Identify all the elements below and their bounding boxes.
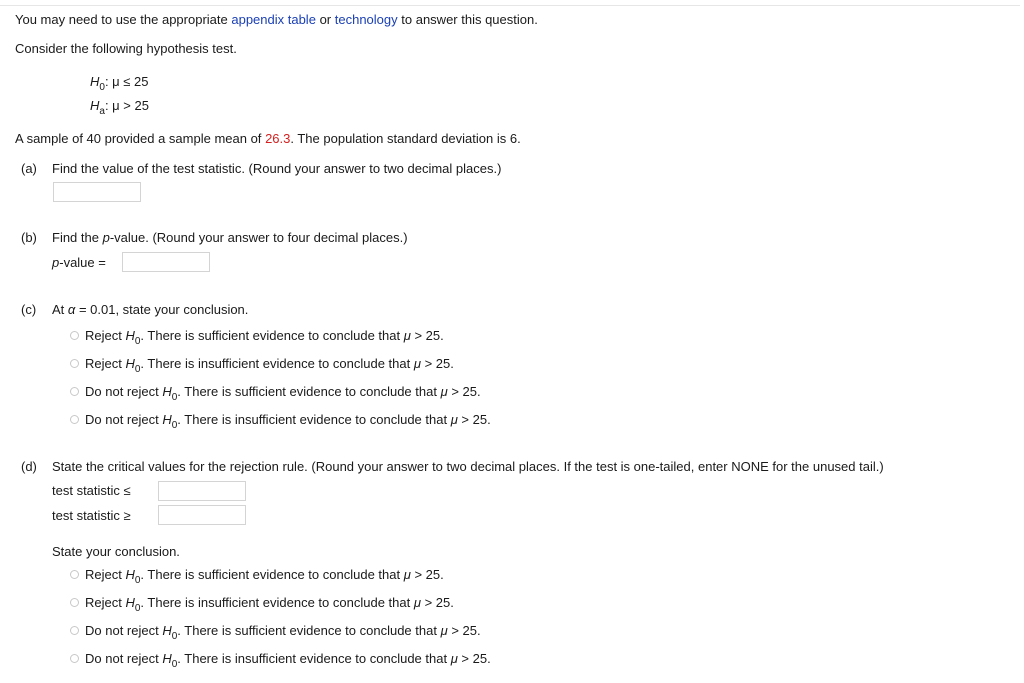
choice-h: H	[162, 623, 172, 638]
le-label: test statistic ≤	[52, 483, 131, 498]
part-c-post: = 0.01, state your conclusion.	[75, 302, 249, 317]
c-choice-not-reject-sufficient[interactable]	[70, 383, 481, 401]
radio-button[interactable]	[70, 387, 79, 396]
radio-button[interactable]	[70, 359, 79, 368]
d-choice-reject-sufficient[interactable]	[70, 566, 444, 584]
appendix-table-link[interactable]: appendix table	[231, 12, 316, 27]
part-b-post: -value. (Round your answer to four decimal places.)	[109, 230, 408, 245]
choice-sub: 0	[134, 603, 141, 614]
choice-text: Do not reject	[85, 623, 163, 638]
h0-sub: 0	[99, 82, 105, 93]
top-divider	[0, 5, 1020, 6]
p-value-input[interactable]	[122, 252, 210, 272]
part-b-question	[52, 230, 408, 246]
state-conclusion-text: State your conclusion.	[52, 544, 180, 559]
choice-text: . There is sufficient evidence to conclude that	[140, 328, 404, 343]
choice-text: Reject	[85, 595, 126, 610]
choice-sub: 0	[134, 575, 141, 586]
choice-text: . There is sufficient evidence to conclude that	[177, 384, 441, 399]
technology-link[interactable]: technology	[334, 12, 398, 27]
choice-text: Reject	[85, 567, 126, 582]
intro-prefix: You may need to use the appropriate	[15, 12, 228, 27]
d-choice-not-reject-sufficient[interactable]	[70, 622, 481, 640]
radio-button[interactable]	[70, 331, 79, 340]
intro-or: or	[319, 12, 332, 27]
part-d-question: State the critical values for the rejection rule. (Round your answer to two decimal places. If the test is one-tailed, enter NONE for the unused tail.)	[52, 459, 884, 474]
choice-text: Reject	[85, 356, 126, 371]
h0-rest: : μ ≤ 25	[104, 74, 149, 89]
part-b-p: p	[102, 230, 110, 245]
part-c-pre: At	[52, 302, 68, 317]
part-a-label: (a)	[21, 161, 37, 176]
null-hypothesis	[90, 74, 149, 93]
choice-text: Do not reject	[85, 651, 163, 666]
consider-text: Consider the following hypothesis test.	[15, 41, 237, 56]
choice-text: . There is insufficient evidence to conclude that	[177, 412, 451, 427]
ge-label: test statistic ≥	[52, 508, 131, 523]
choice-mu: μ	[440, 384, 448, 399]
c-choice-reject-insufficient[interactable]	[70, 355, 454, 373]
choice-sub: 0	[134, 336, 141, 347]
c-choice-not-reject-insufficient[interactable]	[70, 411, 491, 429]
p-value-label-text: -value =	[59, 255, 106, 270]
radio-button[interactable]	[70, 415, 79, 424]
choice-text: . There is insufficient evidence to conclude that	[177, 651, 451, 666]
choice-mu: μ	[403, 328, 411, 343]
alt-hypothesis	[90, 98, 149, 117]
d-choice-not-reject-insufficient[interactable]	[70, 650, 491, 668]
choice-mu: μ	[403, 567, 411, 582]
ha-symbol: H	[90, 98, 100, 113]
choice-text: Reject	[85, 328, 126, 343]
radio-button[interactable]	[70, 626, 79, 635]
part-c-question	[52, 302, 248, 318]
choice-h: H	[125, 567, 135, 582]
choice-text: Do not reject	[85, 384, 163, 399]
sample-suffix: . The population standard deviation is 6.	[290, 131, 521, 146]
part-b-label: (b)	[21, 230, 37, 245]
sample-prefix: A sample of 40 provided a sample mean of	[15, 131, 262, 146]
choice-text: Do not reject	[85, 412, 163, 427]
choice-h: H	[162, 384, 172, 399]
critical-value-lower-input[interactable]	[158, 481, 246, 501]
choice-sub: 0	[134, 364, 141, 375]
sample-mean: 26.3	[265, 131, 291, 146]
choice-sub: 0	[171, 420, 178, 431]
radio-button[interactable]	[70, 570, 79, 579]
choice-text: . There is insufficient evidence to conclude that	[140, 595, 414, 610]
choice-mu: μ	[413, 595, 421, 610]
h0-symbol: H	[90, 74, 100, 89]
choice-text: > 25.	[457, 412, 491, 427]
part-c-label: (c)	[21, 302, 37, 317]
choice-h: H	[125, 595, 135, 610]
part-d-label: (d)	[21, 459, 37, 474]
choice-text: . There is insufficient evidence to conclude that	[140, 356, 414, 371]
choice-text: > 25.	[420, 356, 454, 371]
choice-mu: μ	[413, 356, 421, 371]
part-b-pre: Find the	[52, 230, 103, 245]
choice-mu: μ	[450, 412, 458, 427]
choice-text: . There is sufficient evidence to conclude that	[140, 567, 404, 582]
intro-text	[15, 12, 538, 28]
choice-sub: 0	[171, 659, 178, 670]
choice-h: H	[125, 356, 135, 371]
ha-rest: : μ > 25	[104, 98, 149, 113]
choice-sub: 0	[171, 631, 178, 642]
p-value-p: p	[52, 255, 60, 270]
choice-text: > 25.	[447, 384, 481, 399]
ha-sub: a	[99, 106, 105, 117]
choice-h: H	[125, 328, 135, 343]
choice-text: . There is sufficient evidence to conclude that	[177, 623, 441, 638]
radio-button[interactable]	[70, 654, 79, 663]
choice-text: > 25.	[457, 651, 491, 666]
c-choice-reject-sufficient[interactable]	[70, 327, 444, 345]
sample-text	[15, 131, 521, 147]
choice-text: > 25.	[420, 595, 454, 610]
choice-sub: 0	[171, 392, 178, 403]
choice-text: > 25.	[447, 623, 481, 638]
choice-mu: μ	[440, 623, 448, 638]
choice-h: H	[162, 651, 172, 666]
choice-text: > 25.	[410, 328, 444, 343]
test-statistic-input[interactable]	[53, 182, 141, 202]
intro-suffix: to answer this question.	[401, 12, 538, 27]
choice-h: H	[162, 412, 172, 427]
p-value-label	[52, 255, 106, 271]
choice-text: > 25.	[410, 567, 444, 582]
radio-button[interactable]	[70, 598, 79, 607]
critical-value-upper-input[interactable]	[158, 505, 246, 525]
d-choice-reject-insufficient[interactable]	[70, 594, 454, 612]
choice-mu: μ	[450, 651, 458, 666]
alpha-symbol: α	[67, 302, 76, 317]
part-a-question: Find the value of the test statistic. (Round your answer to two decimal places.)	[52, 161, 502, 176]
